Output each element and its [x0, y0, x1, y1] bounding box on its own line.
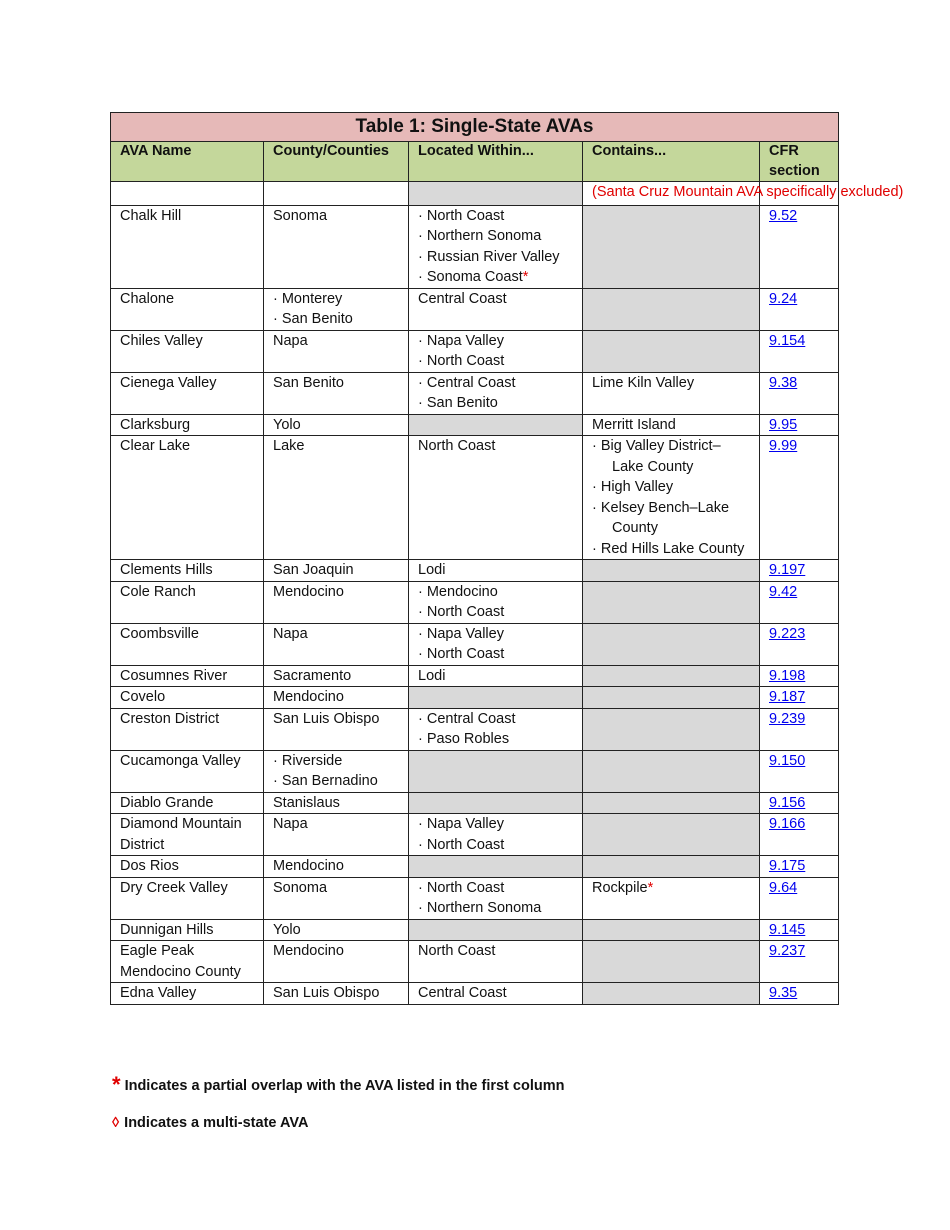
county-line	[273, 878, 399, 899]
within-line	[418, 351, 573, 372]
table-row	[111, 856, 839, 878]
county-text: San Luis Obispo	[273, 985, 380, 1001]
county-line	[273, 920, 399, 941]
cfr-cell	[760, 372, 839, 414]
within-line	[418, 729, 573, 750]
counties-cell	[264, 330, 409, 372]
contains-cell	[583, 372, 760, 414]
within-text: Central Coast	[418, 290, 507, 307]
within-text: North Coast	[418, 943, 496, 959]
county-line	[273, 415, 399, 436]
ava-name-cell: Clarksburg	[111, 414, 264, 436]
located-within-cell	[409, 623, 583, 665]
within-line	[418, 814, 573, 835]
contains-cell	[583, 581, 760, 623]
county-line	[273, 751, 399, 772]
within-line	[418, 602, 573, 623]
county-text: Sonoma	[273, 207, 328, 224]
contains-line	[592, 518, 750, 539]
located-within-cell	[409, 436, 583, 560]
table-row	[111, 436, 839, 560]
within-line	[418, 560, 573, 581]
county-line	[273, 206, 399, 227]
header-cfr-section: CFR section	[760, 142, 839, 182]
county-text: · San Benito	[273, 311, 353, 327]
contains-cell	[583, 856, 760, 878]
contains-cell	[583, 665, 760, 687]
table-row	[111, 792, 839, 814]
ava-name-cell: Chalone	[111, 288, 264, 330]
contains-text: · High Valley	[592, 479, 674, 495]
contains-text: · Big Valley District–	[592, 438, 721, 454]
county-line	[273, 373, 399, 394]
located-within-cell	[409, 941, 583, 983]
legend-partial-overlap	[112, 1072, 564, 1098]
cfr-link[interactable]: 9.95	[769, 416, 798, 433]
county-text: Yolo	[273, 921, 301, 938]
contains-line	[592, 498, 750, 519]
counties-cell	[264, 372, 409, 414]
cfr-cell	[760, 436, 839, 560]
cfr-link[interactable]: 9.187	[769, 689, 806, 705]
legend-partial-overlap-text: Indicates a partial overlap with the AVA listed in the first column	[124, 1078, 565, 1094]
contains-cell	[583, 330, 760, 372]
cfr-cell	[760, 687, 839, 709]
located-within-cell	[409, 919, 583, 941]
cfr-link[interactable]: 9.42	[769, 583, 798, 600]
within-line	[418, 289, 573, 310]
county-text: Yolo	[273, 416, 301, 433]
table-row	[111, 372, 839, 414]
cfr-link[interactable]: 9.150	[769, 752, 806, 769]
legend-multi-state-text: Indicates a multi-state AVA	[124, 1115, 309, 1131]
located-within-cell	[409, 792, 583, 814]
cfr-cell	[760, 792, 839, 814]
within-line	[418, 436, 573, 457]
counties-cell	[264, 560, 409, 582]
header-counties: County/Counties	[264, 142, 409, 182]
cfr-link[interactable]: 9.64	[769, 879, 798, 896]
contains-cell	[583, 560, 760, 582]
within-text: Lodi	[418, 562, 446, 578]
ava-name-cell: Clements Hills	[111, 560, 264, 582]
contains-cell	[583, 436, 760, 560]
contains-cell	[583, 792, 760, 814]
cfr-cell	[760, 581, 839, 623]
ava-name-cell	[111, 182, 264, 206]
cfr-cell	[760, 814, 839, 856]
located-within-cell	[409, 856, 583, 878]
cfr-cell	[760, 877, 839, 919]
cfr-link[interactable]: 9.237	[769, 943, 806, 959]
within-line	[418, 666, 573, 687]
table-row	[111, 708, 839, 750]
counties-cell	[264, 983, 409, 1005]
table-row	[111, 941, 839, 983]
table-row	[111, 288, 839, 330]
contains-cell	[583, 623, 760, 665]
counties-cell	[264, 877, 409, 919]
within-text: · North Coast	[418, 207, 505, 224]
red-asterisk-icon: *	[647, 879, 654, 896]
county-text: · San Bernadino	[273, 773, 378, 789]
single-state-ava-table	[110, 112, 904, 1005]
ava-name-cell: Edna Valley	[111, 983, 264, 1005]
contains-cell	[583, 983, 760, 1005]
within-text: · North Coast	[418, 879, 505, 896]
within-text: · North Coast	[418, 836, 505, 853]
contains-text: County	[612, 520, 658, 536]
header-contains: Contains...	[583, 142, 760, 182]
table-row	[111, 560, 839, 582]
cfr-link[interactable]: 9.239	[769, 710, 806, 727]
located-within-cell	[409, 288, 583, 330]
ava-name-cell: Creston District	[111, 708, 264, 750]
located-within-cell	[409, 877, 583, 919]
within-text: · Central Coast	[418, 374, 516, 391]
county-line	[273, 624, 399, 645]
cfr-cell	[760, 856, 839, 878]
located-within-cell	[409, 708, 583, 750]
county-line	[273, 793, 399, 814]
counties-cell	[264, 288, 409, 330]
counties-cell	[264, 687, 409, 709]
located-within-cell	[409, 581, 583, 623]
within-text: · North Coast	[418, 604, 505, 620]
contains-text: Lime Kiln Valley	[592, 374, 695, 391]
located-within-cell	[409, 560, 583, 582]
table-row	[111, 623, 839, 665]
within-text: · Napa Valley	[418, 816, 504, 832]
contains-cell	[583, 182, 904, 206]
county-text: Mendocino	[273, 943, 344, 959]
within-text: · San Benito	[418, 395, 498, 411]
within-text: · Northern Sonoma	[418, 228, 542, 244]
contains-cell	[583, 414, 760, 436]
table-row	[111, 330, 839, 372]
cfr-cell	[760, 919, 839, 941]
county-text: Napa	[273, 816, 308, 832]
counties-cell	[264, 182, 409, 206]
within-line	[418, 644, 573, 665]
table-row	[111, 750, 839, 792]
county-text: San Luis Obispo	[273, 710, 380, 727]
county-line	[273, 814, 399, 835]
cfr-cell	[760, 330, 839, 372]
cfr-cell	[760, 983, 839, 1005]
counties-cell	[264, 941, 409, 983]
counties-cell	[264, 205, 409, 288]
ava-name-cell: Dry Creek Valley	[111, 877, 264, 919]
contains-cell	[583, 708, 760, 750]
county-text: · Monterey	[273, 290, 343, 307]
counties-cell	[264, 814, 409, 856]
header-located-within: Located Within...	[409, 142, 583, 182]
ava-name-cell: Chiles Valley	[111, 330, 264, 372]
county-text: Napa	[273, 332, 308, 349]
county-text: · Riverside	[273, 752, 343, 769]
ava-name-cell: Cosumnes River	[111, 665, 264, 687]
counties-cell	[264, 623, 409, 665]
cfr-link[interactable]: 9.24	[769, 290, 798, 307]
county-text: Napa	[273, 625, 308, 642]
ava-name-cell: Diablo Grande	[111, 792, 264, 814]
county-line	[273, 331, 399, 352]
within-line	[418, 983, 573, 1004]
counties-cell	[264, 665, 409, 687]
table-row	[111, 877, 839, 919]
county-line	[273, 289, 399, 310]
within-line	[418, 835, 573, 856]
within-text: · Mendocino	[418, 583, 498, 600]
table-row	[111, 814, 839, 856]
ava-name-cell: Cole Ranch	[111, 581, 264, 623]
county-text: San Joaquin	[273, 562, 354, 578]
ava-name-cell: Cienega Valley	[111, 372, 264, 414]
contains-cell	[583, 288, 760, 330]
header-row	[111, 142, 839, 182]
red-diamond-icon: ◊	[112, 1115, 120, 1131]
contains-cell	[583, 814, 760, 856]
cfr-cell	[760, 941, 839, 983]
counties-cell	[264, 436, 409, 560]
within-line	[418, 624, 573, 645]
within-line	[418, 267, 573, 288]
cfr-cell	[760, 623, 839, 665]
counties-cell	[264, 414, 409, 436]
contains-line	[592, 436, 750, 457]
county-line	[273, 560, 399, 581]
located-within-cell	[409, 665, 583, 687]
cfr-cell	[760, 665, 839, 687]
ava-name-cell: Eagle Peak Mendocino County	[111, 941, 264, 983]
county-line	[273, 709, 399, 730]
table-row	[111, 983, 839, 1005]
cfr-cell	[760, 750, 839, 792]
table-title: Table 1: Single-State AVAs	[111, 113, 839, 142]
legend-multi-state	[112, 1115, 308, 1131]
cfr-link[interactable]: 9.52	[769, 207, 798, 224]
contains-cell	[583, 877, 760, 919]
cfr-link[interactable]: 9.156	[769, 794, 806, 811]
within-line	[418, 373, 573, 394]
within-text: Central Coast	[418, 985, 507, 1001]
ava-name-cell: Cucamonga Valley	[111, 750, 264, 792]
counties-cell	[264, 708, 409, 750]
contains-note: (Santa Cruz Mountain AVA specifically excluded)	[592, 184, 904, 200]
cfr-cell	[760, 414, 839, 436]
within-text: North Coast	[418, 438, 496, 454]
located-within-cell	[409, 750, 583, 792]
within-text: · Paso Robles	[418, 731, 510, 747]
ava-name-cell: Chalk Hill	[111, 205, 264, 288]
located-within-cell	[409, 814, 583, 856]
cfr-cell	[760, 205, 839, 288]
county-line	[273, 309, 399, 330]
within-text: Lodi	[418, 667, 446, 684]
cfr-link[interactable]: 9.145	[769, 921, 806, 938]
contains-line	[592, 878, 750, 899]
county-text: Mendocino	[273, 858, 344, 874]
header-ava-name: AVA Name	[111, 142, 264, 182]
cfr-link[interactable]: 9.175	[769, 858, 806, 874]
cfr-link[interactable]: 9.35	[769, 985, 798, 1001]
cfr-link[interactable]: 9.154	[769, 332, 806, 349]
red-asterisk-icon: *	[112, 1072, 121, 1097]
located-within-cell	[409, 182, 583, 206]
cfr-link[interactable]: 9.99	[769, 438, 798, 454]
within-text: · North Coast	[418, 353, 505, 369]
contains-line	[592, 415, 750, 436]
cfr-link[interactable]: 9.166	[769, 816, 806, 832]
county-text: Sacramento	[273, 667, 352, 684]
contains-line	[592, 373, 750, 394]
within-text: · Napa Valley	[418, 625, 504, 642]
county-line	[273, 582, 399, 603]
located-within-cell	[409, 330, 583, 372]
cfr-link[interactable]: 9.38	[769, 374, 798, 391]
within-line	[418, 331, 573, 352]
contains-cell	[583, 941, 760, 983]
within-line	[418, 709, 573, 730]
county-line	[273, 687, 399, 708]
table-row	[111, 919, 839, 941]
contains-cell	[583, 687, 760, 709]
counties-cell	[264, 792, 409, 814]
located-within-cell	[409, 414, 583, 436]
located-within-cell	[409, 372, 583, 414]
cfr-cell	[760, 560, 839, 582]
within-text: · North Coast	[418, 646, 505, 662]
contains-text: Rockpile	[592, 879, 648, 896]
within-line	[418, 206, 573, 227]
within-line	[418, 878, 573, 899]
county-line	[273, 666, 399, 687]
located-within-cell	[409, 983, 583, 1005]
table-row	[111, 687, 839, 709]
within-line	[418, 393, 573, 414]
county-line	[273, 941, 399, 962]
table-row	[111, 205, 839, 288]
within-text: · Northern Sonoma	[418, 900, 542, 916]
contains-cell	[583, 750, 760, 792]
red-asterisk-icon: *	[522, 269, 529, 285]
table-row	[111, 665, 839, 687]
cfr-cell	[760, 708, 839, 750]
county-text: San Benito	[273, 374, 344, 391]
within-line	[418, 226, 573, 247]
county-line	[273, 983, 399, 1004]
contains-text: · Kelsey Bench–Lake	[592, 499, 730, 516]
contains-cell	[583, 919, 760, 941]
within-text: · Central Coast	[418, 710, 516, 727]
contains-line	[592, 539, 750, 560]
counties-cell	[264, 856, 409, 878]
contains-cell	[583, 205, 760, 288]
cfr-link[interactable]: 9.197	[769, 562, 806, 578]
county-line	[273, 856, 399, 877]
located-within-cell	[409, 205, 583, 288]
table-row	[111, 414, 839, 436]
within-line	[418, 247, 573, 268]
county-text: Lake	[273, 438, 305, 454]
county-text: Sonoma	[273, 879, 328, 896]
within-text: · Sonoma Coast	[418, 269, 523, 285]
cfr-cell	[760, 288, 839, 330]
county-line	[273, 436, 399, 457]
counties-cell	[264, 581, 409, 623]
ava-name-cell: Dunnigan Hills	[111, 919, 264, 941]
contains-text: Lake County	[612, 458, 694, 475]
contains-line	[592, 457, 750, 478]
within-text: · Napa Valley	[418, 332, 504, 349]
county-text: Mendocino	[273, 689, 344, 705]
counties-cell	[264, 919, 409, 941]
county-text: Stanislaus	[273, 794, 340, 811]
within-line	[418, 941, 573, 962]
county-text: Mendocino	[273, 583, 344, 600]
cfr-link[interactable]: 9.223	[769, 625, 806, 642]
ava-name-cell: Covelo	[111, 687, 264, 709]
contains-text: Merritt Island	[592, 416, 676, 433]
located-within-cell	[409, 687, 583, 709]
counties-cell	[264, 750, 409, 792]
ava-name-cell: Diamond Mountain District	[111, 814, 264, 856]
ava-name-cell: Clear Lake	[111, 436, 264, 560]
within-line	[418, 582, 573, 603]
ava-name-cell: Coombsville	[111, 623, 264, 665]
within-line	[418, 898, 573, 919]
table-body	[111, 182, 904, 1005]
within-text: · Russian River Valley	[418, 248, 560, 265]
table-row	[111, 581, 839, 623]
county-line	[273, 771, 399, 792]
table-row	[111, 182, 839, 206]
cfr-link[interactable]: 9.198	[769, 667, 806, 684]
ava-name-cell: Dos Rios	[111, 856, 264, 878]
contains-text: · Red Hills Lake County	[592, 540, 745, 557]
contains-line	[592, 477, 750, 498]
